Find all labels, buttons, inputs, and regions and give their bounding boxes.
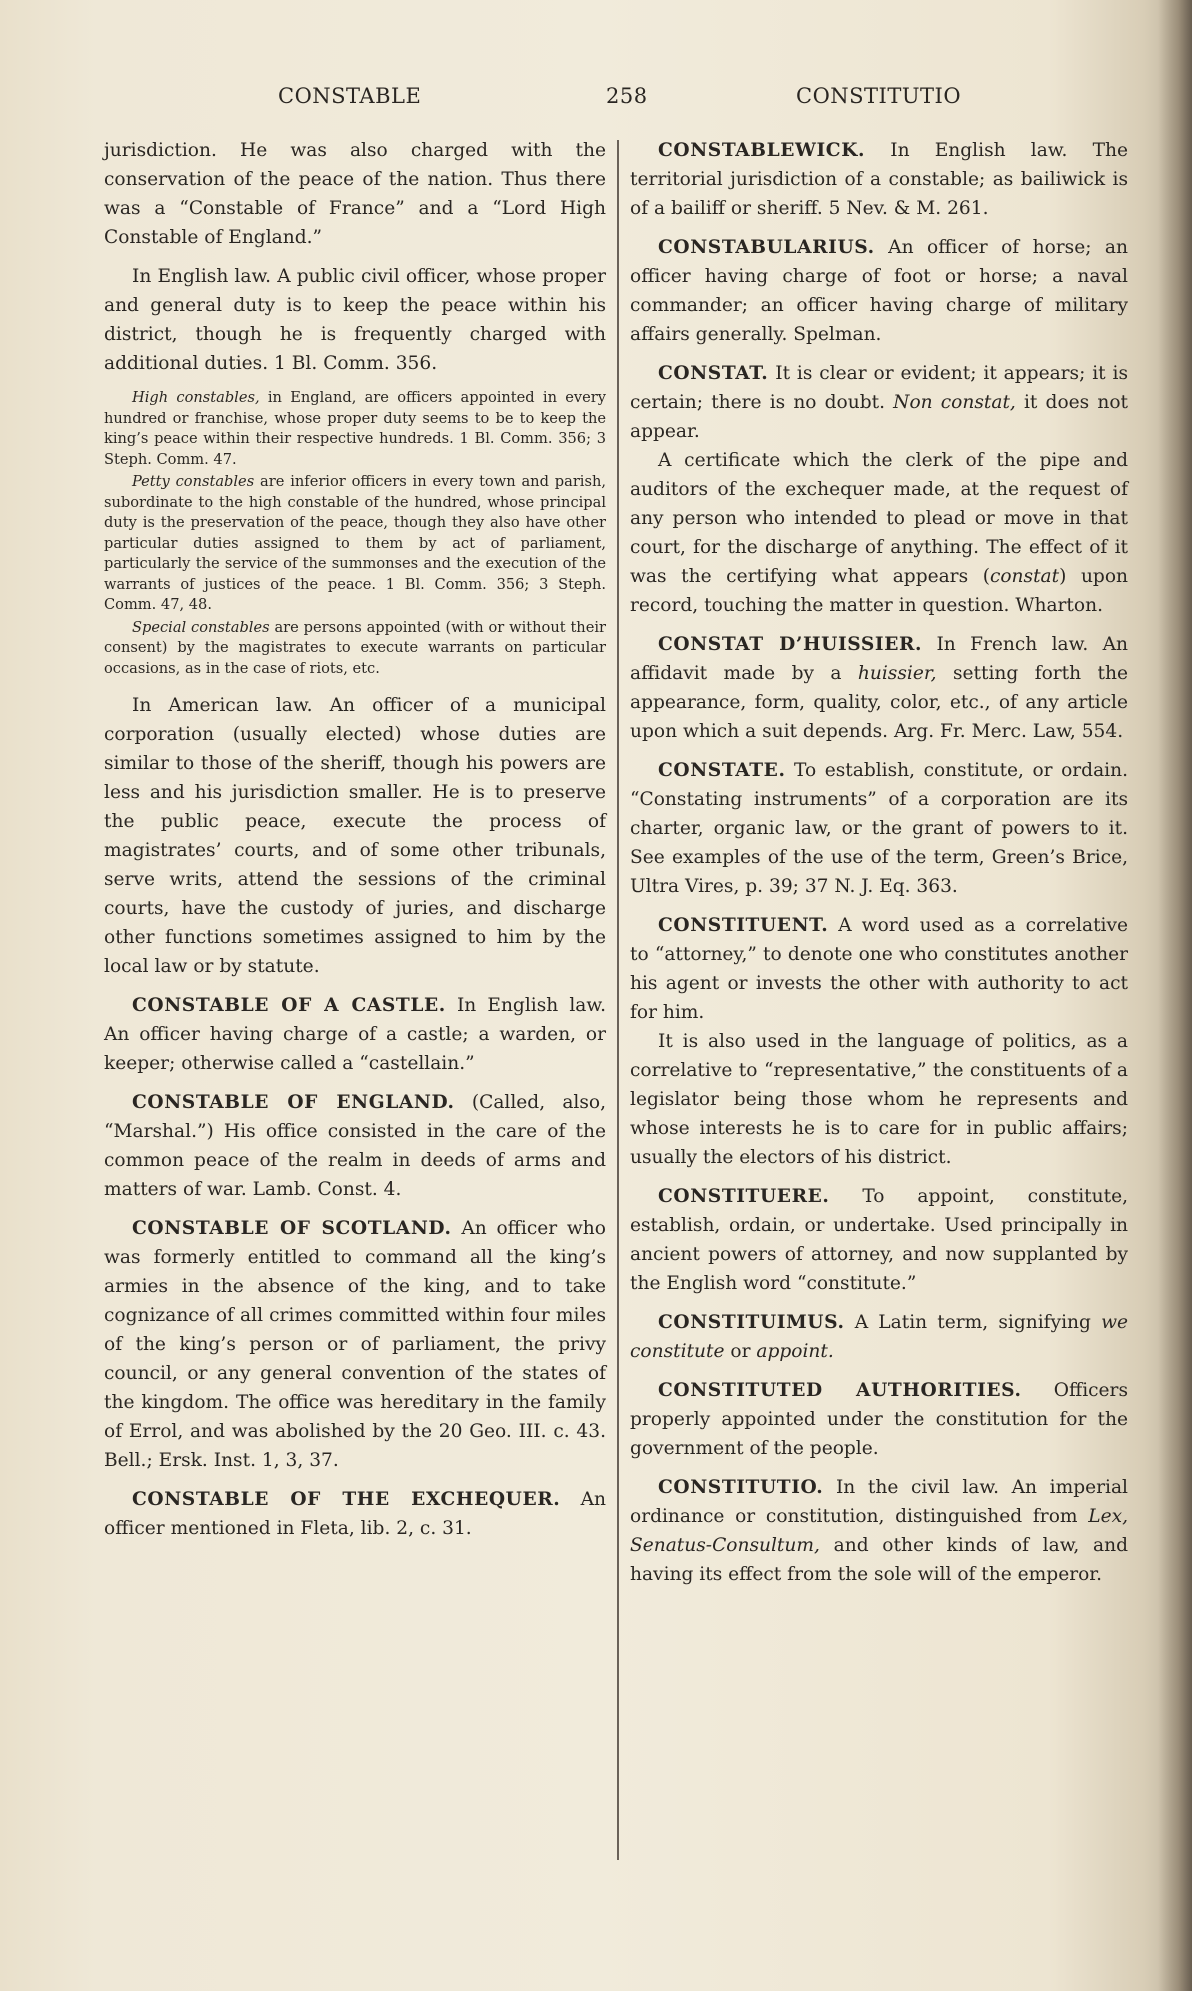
entry-text: A word used as a correlative to “attorney,” to denote one who constitutes another his agent or invests the other with authority to act for him. (630, 915, 1128, 1023)
paragraph-english-law: In English law. A public civil officer, whose proper and general duty is to keep the peace within his district, though he is frequently charged with additional duties. 1 Bl. Comm. 356. (104, 266, 606, 374)
entry-term: CONSTAT. (658, 363, 769, 384)
column-divider (617, 140, 619, 1860)
entry-text: setting forth the appearance, form, quality, color, etc., of any article upon which a suit depends. Arg. Fr. Merc. Law, 554. (630, 663, 1128, 742)
note-term: High constables, (132, 389, 260, 406)
paragraph-constituent-politics: It is also used in the language of politics, as a correlative to “representative,” the constituents of a legislator being those whom he represents and whose interests he is to care for in public affairs; usually the electors of his district. (630, 1031, 1128, 1168)
paragraph-constat-certificate (630, 446, 1128, 620)
entry-text: To appoint, constitute, establish, ordain, or undertake. Used principally in ancient powers of attorney, and now supplanted by the English word “constitute.” (630, 1186, 1128, 1294)
note-special-constables (104, 618, 606, 680)
note-term: Special constables (132, 618, 270, 636)
entry-text: In French law. An affidavit made by a (630, 634, 1128, 684)
entry-text: Officers properly appointed under the constitution for the government of the people. (630, 1380, 1128, 1459)
entry-constituent (630, 911, 1128, 1027)
header-right-guide-word: CONSTITUTIO (796, 84, 962, 108)
note-text: are persons appointed (with or without their consent) by the magistrates to execute warrants on particular occasions, as in the case of riots, etc. (104, 618, 606, 677)
entry-text: In the civil law. An imperial ordinance or constitution, distinguished from (630, 1477, 1128, 1527)
entry-italic: Non constat, (893, 392, 1016, 413)
header-left-guide-word: CONSTABLE (278, 84, 422, 108)
entry-italic: Lex, Senatus-Consultum, (630, 1506, 1128, 1556)
entry-text: ) upon record, touching the matter in question. Wharton. (630, 566, 1128, 616)
note-term: Petty constables (132, 473, 255, 490)
entry-term: CONSTITUENT. (658, 915, 829, 936)
entry-text: In English law. An officer having charge of a castle; a warden, or keeper; otherwise called a “castellain.” (104, 995, 606, 1074)
paragraph-jurisdiction: jurisdiction. He was also charged with the conservation of the peace of the nation. Thus there was a “Constable of France” and a “Lord High Constable of England.” (104, 140, 606, 248)
entry-text: An officer of horse; an officer having charge of foot or horse; a naval commander; an officer having charge of military affairs generally. Spelman. (630, 237, 1128, 345)
entry-text: it does not appear. (630, 392, 1128, 442)
entry-text: An officer mentioned in Fleta, lib. 2, c. 31. (104, 1489, 606, 1539)
left-column (104, 136, 606, 1553)
entry-text: A certificate which the clerk of the pipe and auditors of the exchequer made, at the request of any person who intended to plead or move in that court, for the discharge of anything. The effect of it was the certifying what appears ( (630, 450, 1128, 587)
note-text: are inferior officers in every town and parish, subordinate to the high constable of the hundred, whose principal duty is the preservation of the peace, though they also have other particular duties assigned to them by act of parliament, particularly the service of the summonses and the execution of the warrants of justices of the peace. 1 Bl. Comm. 356; 3 Steph. Comm. 47, 48. (104, 473, 606, 613)
entry-term: CONSTABLEWICK. (658, 140, 866, 161)
page-number: 258 (606, 84, 648, 108)
entry-term: CONSTATE. (658, 760, 786, 781)
entry-constable-of-scotland (104, 1214, 606, 1475)
entry-term: CONSTABLE OF ENGLAND. (132, 1092, 455, 1113)
entry-text: A Latin term, signifying (844, 1312, 1102, 1333)
entry-term: CONSTITUERE. (658, 1186, 830, 1207)
entry-term: CONSTITUIMUS. (658, 1312, 845, 1333)
entry-text: In English law. The territorial jurisdiction of a constable; as bailiwick is of a bailiff or sheriff. 5 Nev. & M. 261. (630, 140, 1128, 219)
entry-text: or (724, 1341, 757, 1362)
entry-term: CONSTAT D’HUISSIER. (658, 634, 923, 655)
running-header (0, 84, 1192, 114)
note-high-constables (104, 388, 606, 470)
entry-constat (630, 359, 1128, 446)
entry-constabularius (630, 233, 1128, 349)
entry-term: CONSTITUTED AUTHORITIES. (658, 1380, 1022, 1401)
entry-term: CONSTABULARIUS. (658, 237, 875, 258)
entry-term: CONSTITUTIO. (658, 1477, 824, 1498)
entry-text: (Called, also, “Marshal.”) His office consisted in the care of the common peace of the realm in deeds of arms and matters of war. Lamb. Const. 4. (104, 1092, 606, 1200)
note-petty-constables (104, 472, 606, 616)
entry-constituere (630, 1182, 1128, 1298)
entry-italic: constat (989, 566, 1060, 587)
entry-italic: appoint. (756, 1341, 834, 1362)
note-text: in England, are officers appointed in every hundred or franchise, whose proper duty seems to be to keep the king’s peace within their respective hundreds. 1 Bl. Comm. 356; 3 Steph. Comm. 47. (104, 389, 606, 468)
entry-text: To establish, constitute, or ordain. “Constating instruments” of a corporation are its charter, organic law, or the grant of powers to it. See examples of the use of the term, Green’s Brice, Ultra Vires, p. 39; 37 N. J. Eq. 363. (630, 760, 1128, 897)
paragraph-american-law: In American law. An officer of a municipal corporation (usually elected) whose duties are similar to those of the sheriff, though his powers are less and his jurisdiction smaller. He is to preserve the public peace, execute the process of magistrates’ courts, and of some other tribunals, serve writs, attend the sessions of the criminal courts, have the custody of juries, and discharge other functions sometimes assigned to him by the local law or by statute. (104, 695, 606, 977)
entry-constate (630, 756, 1128, 901)
entry-term: CONSTABLE OF THE EXCHEQUER. (132, 1489, 561, 1510)
entry-constituimus (630, 1308, 1128, 1366)
entry-text: and other kinds of law, and having its effect from the sole will of the emperor. (630, 1535, 1128, 1585)
entry-italic: we constitute (630, 1312, 1128, 1362)
right-column (630, 136, 1128, 1599)
entry-constitutio (630, 1473, 1128, 1589)
entry-italic: huissier, (857, 663, 937, 684)
entry-text: It is clear or evident; it appears; it is certain; there is no doubt. (630, 363, 1128, 413)
page-edge-shadow (1158, 0, 1192, 1991)
entry-constablewick (630, 136, 1128, 223)
entry-constituted-authorities (630, 1376, 1128, 1463)
entry-constable-of-england (104, 1088, 606, 1204)
entry-constable-of-a-castle (104, 991, 606, 1078)
entry-constable-of-the-exchequer (104, 1485, 606, 1543)
entry-constat-dhuissier (630, 630, 1128, 746)
entry-term: CONSTABLE OF SCOTLAND. (132, 1218, 452, 1239)
entry-text: An officer who was formerly entitled to command all the king’s armies in the absence of the king, and to take cognizance of all crimes committed within four miles of the king’s person or of parliament, the privy council, or any general convention of the states of the kingdom. The office was hereditary in the family of Errol, and was abolished by the 20 Geo. III. c. 43. Bell.; Ersk. Inst. 1, 3, 37. (104, 1218, 606, 1471)
entry-term: CONSTABLE OF A CASTLE. (132, 995, 446, 1016)
